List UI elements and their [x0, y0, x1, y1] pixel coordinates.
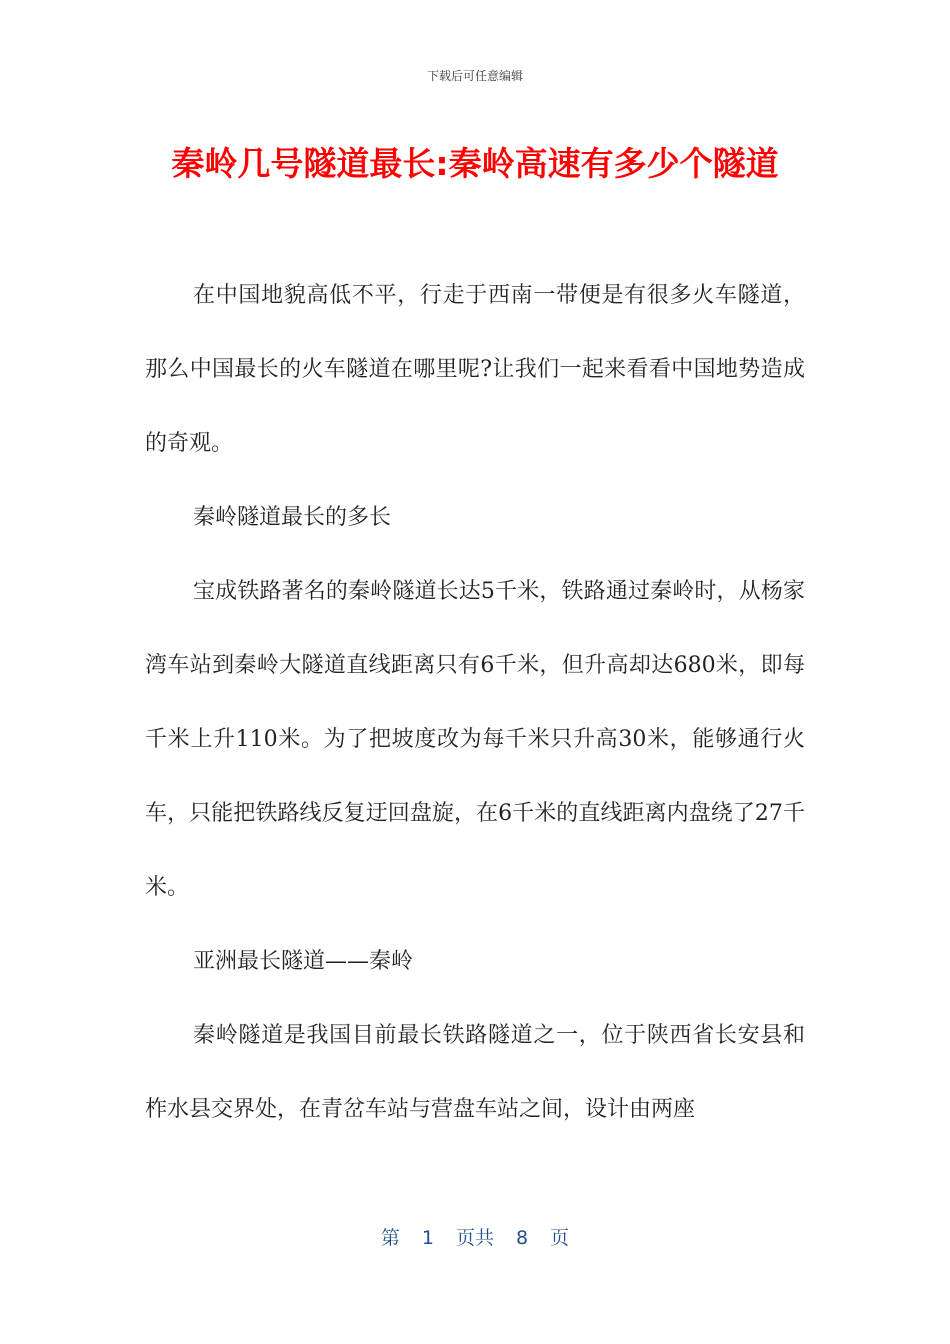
footer-page-mid: 页共	[455, 1227, 494, 1249]
footer-total-pages: 8	[516, 1227, 529, 1249]
footer-page-prefix: 第	[380, 1227, 400, 1249]
paragraph-heading-asia: 亚洲最长隧道——秦岭	[193, 949, 414, 974]
page-footer	[0, 1224, 950, 1252]
header-note: 下载后可任意编辑	[426, 69, 523, 83]
paragraph-heading-length: 秦岭隧道最长的多长	[193, 505, 392, 530]
footer-page-suffix: 页	[550, 1227, 570, 1249]
footer-current-page: 1	[421, 1227, 434, 1249]
paragraph-baocheng: 宝成铁路著名的秦岭隧道长达5千米，铁路通过秦岭时，从杨家湾车站到秦岭大隧道直线距离只有6千米，但升高却达680米，即每千米上升110米。为了把坡度改为每千米只升高30米，能够通行火车，只能把铁路线反复迂回盘旋，在6千米的直线距离内盘绕了27千米。	[145, 579, 805, 900]
paragraph-qinling-tunnel: 秦岭隧道是我国目前最长铁路隧道之一，位于陕西省长安县和柞水县交界处，在青岔车站与营盘车站之间，设计由两座	[145, 1023, 805, 1122]
paragraph-intro: 在中国地貌高低不平，行走于西南一带便是有很多火车隧道，那么中国最长的火车隧道在哪里呢?让我们一起来看看中国地势造成的奇观。	[145, 283, 805, 456]
body-text	[145, 259, 805, 1147]
document-title: 秦岭几号隧道最长:秦岭高速有多少个隧道	[171, 144, 779, 183]
